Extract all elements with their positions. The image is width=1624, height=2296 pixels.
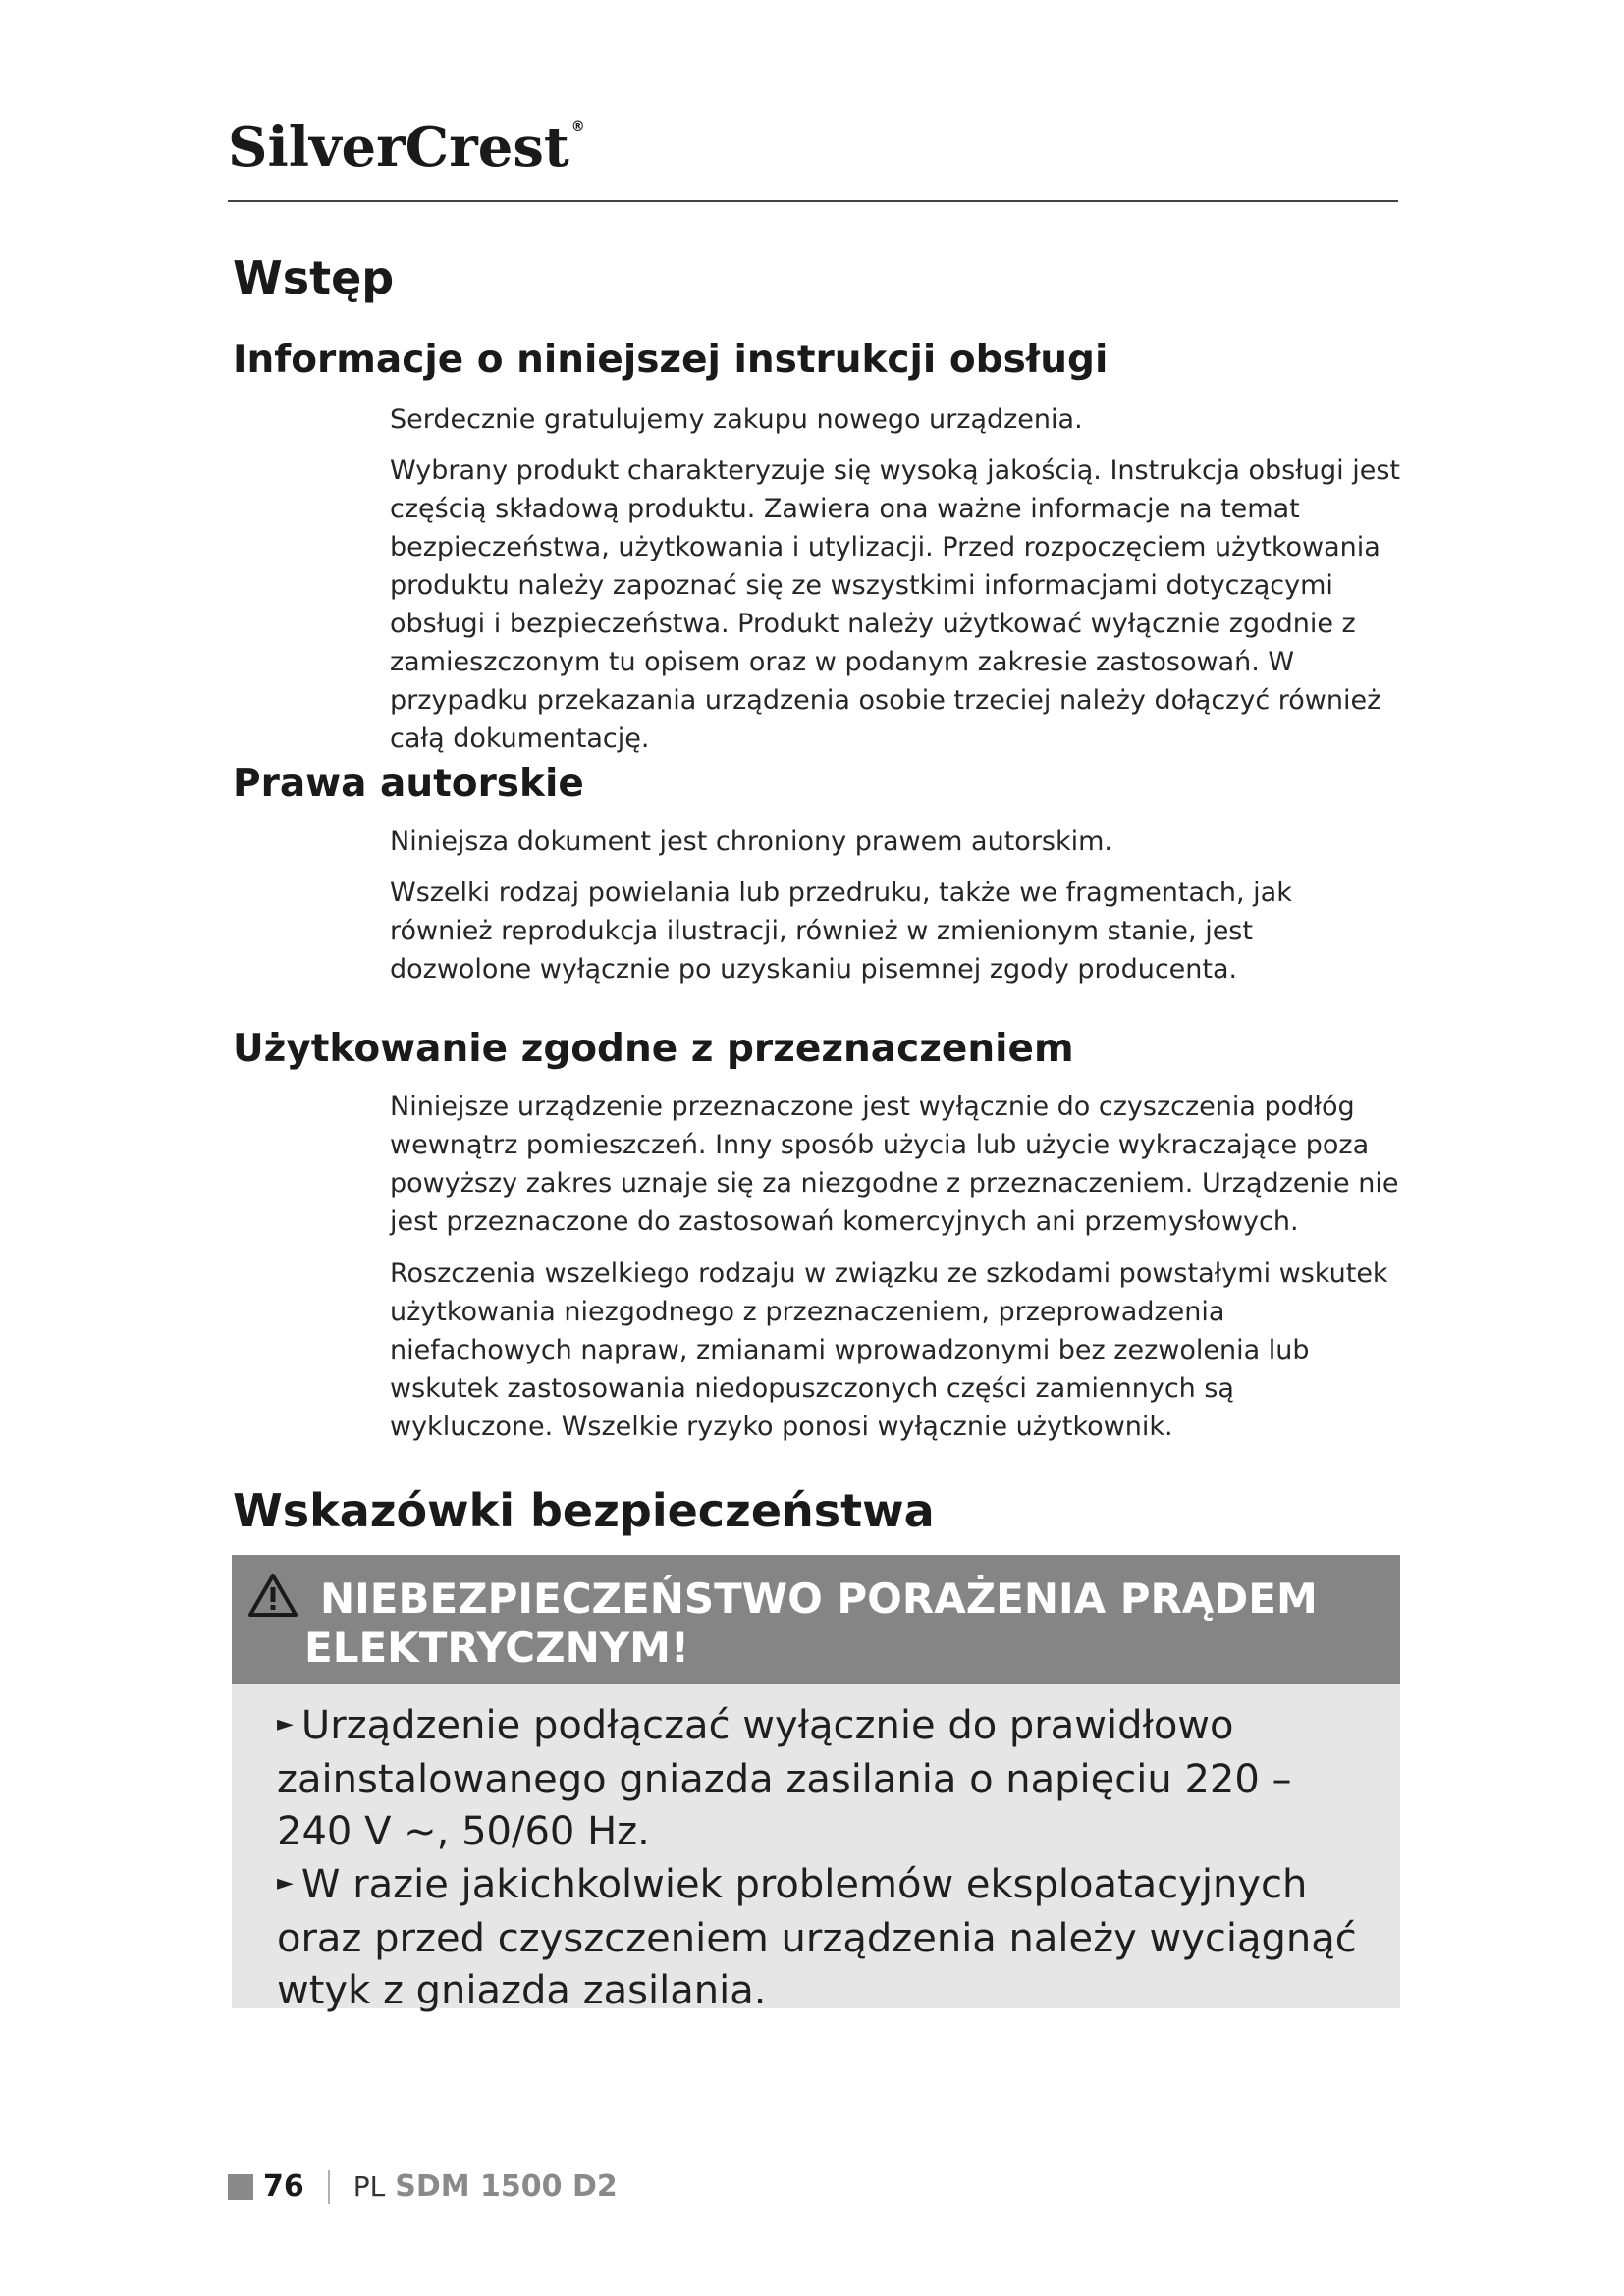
page-number: 76 [263,2169,304,2204]
warning-header [232,1555,1400,1684]
heading-info: Informacje o niniejszej instrukcji obsługi [233,338,1109,382]
copyright-paragraph-2: Wszelki rodzaj powielania lub przedruku, także we fragmentach, jak również reprodukcja ilustracji, również w zmienionym stanie, jest dozwolone wyłącznie po uzyskaniu pisemnej zgody producenta. [390,878,1292,985]
warning-item-2: ► W razie jakichkolwiek problemów eksploatacyjnych oraz przed czyszczeniem urządzenia należy wyciągnąć wtyk z gniazda zasilania. [277,1862,1357,2013]
bullet-arrow-icon: ► [277,1870,294,1896]
warning-title: NIEBEZPIECZEŃSTWO PORAŻENIA PRĄDEM ELEKTRYCZNYM! [304,1575,1318,1672]
heading-usage: Użytkowanie zgodne z przeznaczeniem [233,1027,1074,1071]
warning-item-1: ► Urządzenie podłączać wyłącznie do prawidłowo zainstalowanego gniazda zasilania o napięciu 220 – 240 V ~, 50/60 Hz. [277,1703,1292,1854]
section-title-safety: Wskazówki bezpieczeństwa [233,1484,935,1537]
usage-paragraph-1: Niniejsze urządzenie przeznaczone jest wyłącznie do czyszczenia podłóg wewnątrz pomieszczeń. Inny sposób użycia lub użycie wykraczające poza powyższy zakres uznaje się za niezgodne z przeznaczeniem. Urządzenie nie jest przeznaczone do zastosowań komercyjnych ani przemysłowych. [390,1092,1399,1237]
warning-body [232,1684,1400,2013]
copyright-paragraph-1: Niniejsza dokument jest chroniony prawem autorskim. [390,827,1113,857]
bullet-arrow-icon: ► [277,1711,294,1736]
section-title-wstep: Wstęp [233,251,395,304]
brand-logo: SilverCrest ® [228,115,585,180]
page-footer [228,2169,618,2204]
info-paragraph-1: Serdecznie gratulujemy zakupu nowego urządzenia. [390,404,1083,435]
footer-language: PL [352,2170,386,2203]
footer-separator [328,2170,330,2204]
heading-copyright: Prawa autorskie [233,762,584,806]
info-paragraph-2: Wybrany produkt charakteryzuje się wysoką jakością. Instrukcja obsługi jest częścią składową produktu. Zawiera ona ważne informacje na temat bezpieczeństwa, użytkowania i utylizacji. Przed rozpoczęciem użytkowania produktu należy zapoznać się ze wszystkimi informacjami dotyczącymi obsługi i bezpieczeństwa. Produkt należy użytkować wyłącznie zgodnie z zamieszczonym tu opisem oraz w podanym zakresie zastosowań. W przypadku przekazania urządzenia osobie trzeciej należy dołączyć również całą dokumentację. [390,455,1401,754]
warning-triangle-icon [247,1573,298,1618]
footer-model: SDM 1500 D2 [395,2169,618,2204]
header-divider [228,200,1398,202]
usage-paragraph-2: Roszczenia wszelkiego rodzaju w związku ze szkodami powstałymi wskutek użytkowania niezgodnego z przeznaczeniem, przeprowadzenia niefachowych napraw, zmianami wprowadzonymi bez zezwolenia lub wskutek zastosowania niedopuszczonych części zamiennych są wykluczone. Wszelkie ryzyko ponosi wyłącznie użytkownik. [390,1258,1388,1442]
footer-square-icon [228,2174,253,2200]
